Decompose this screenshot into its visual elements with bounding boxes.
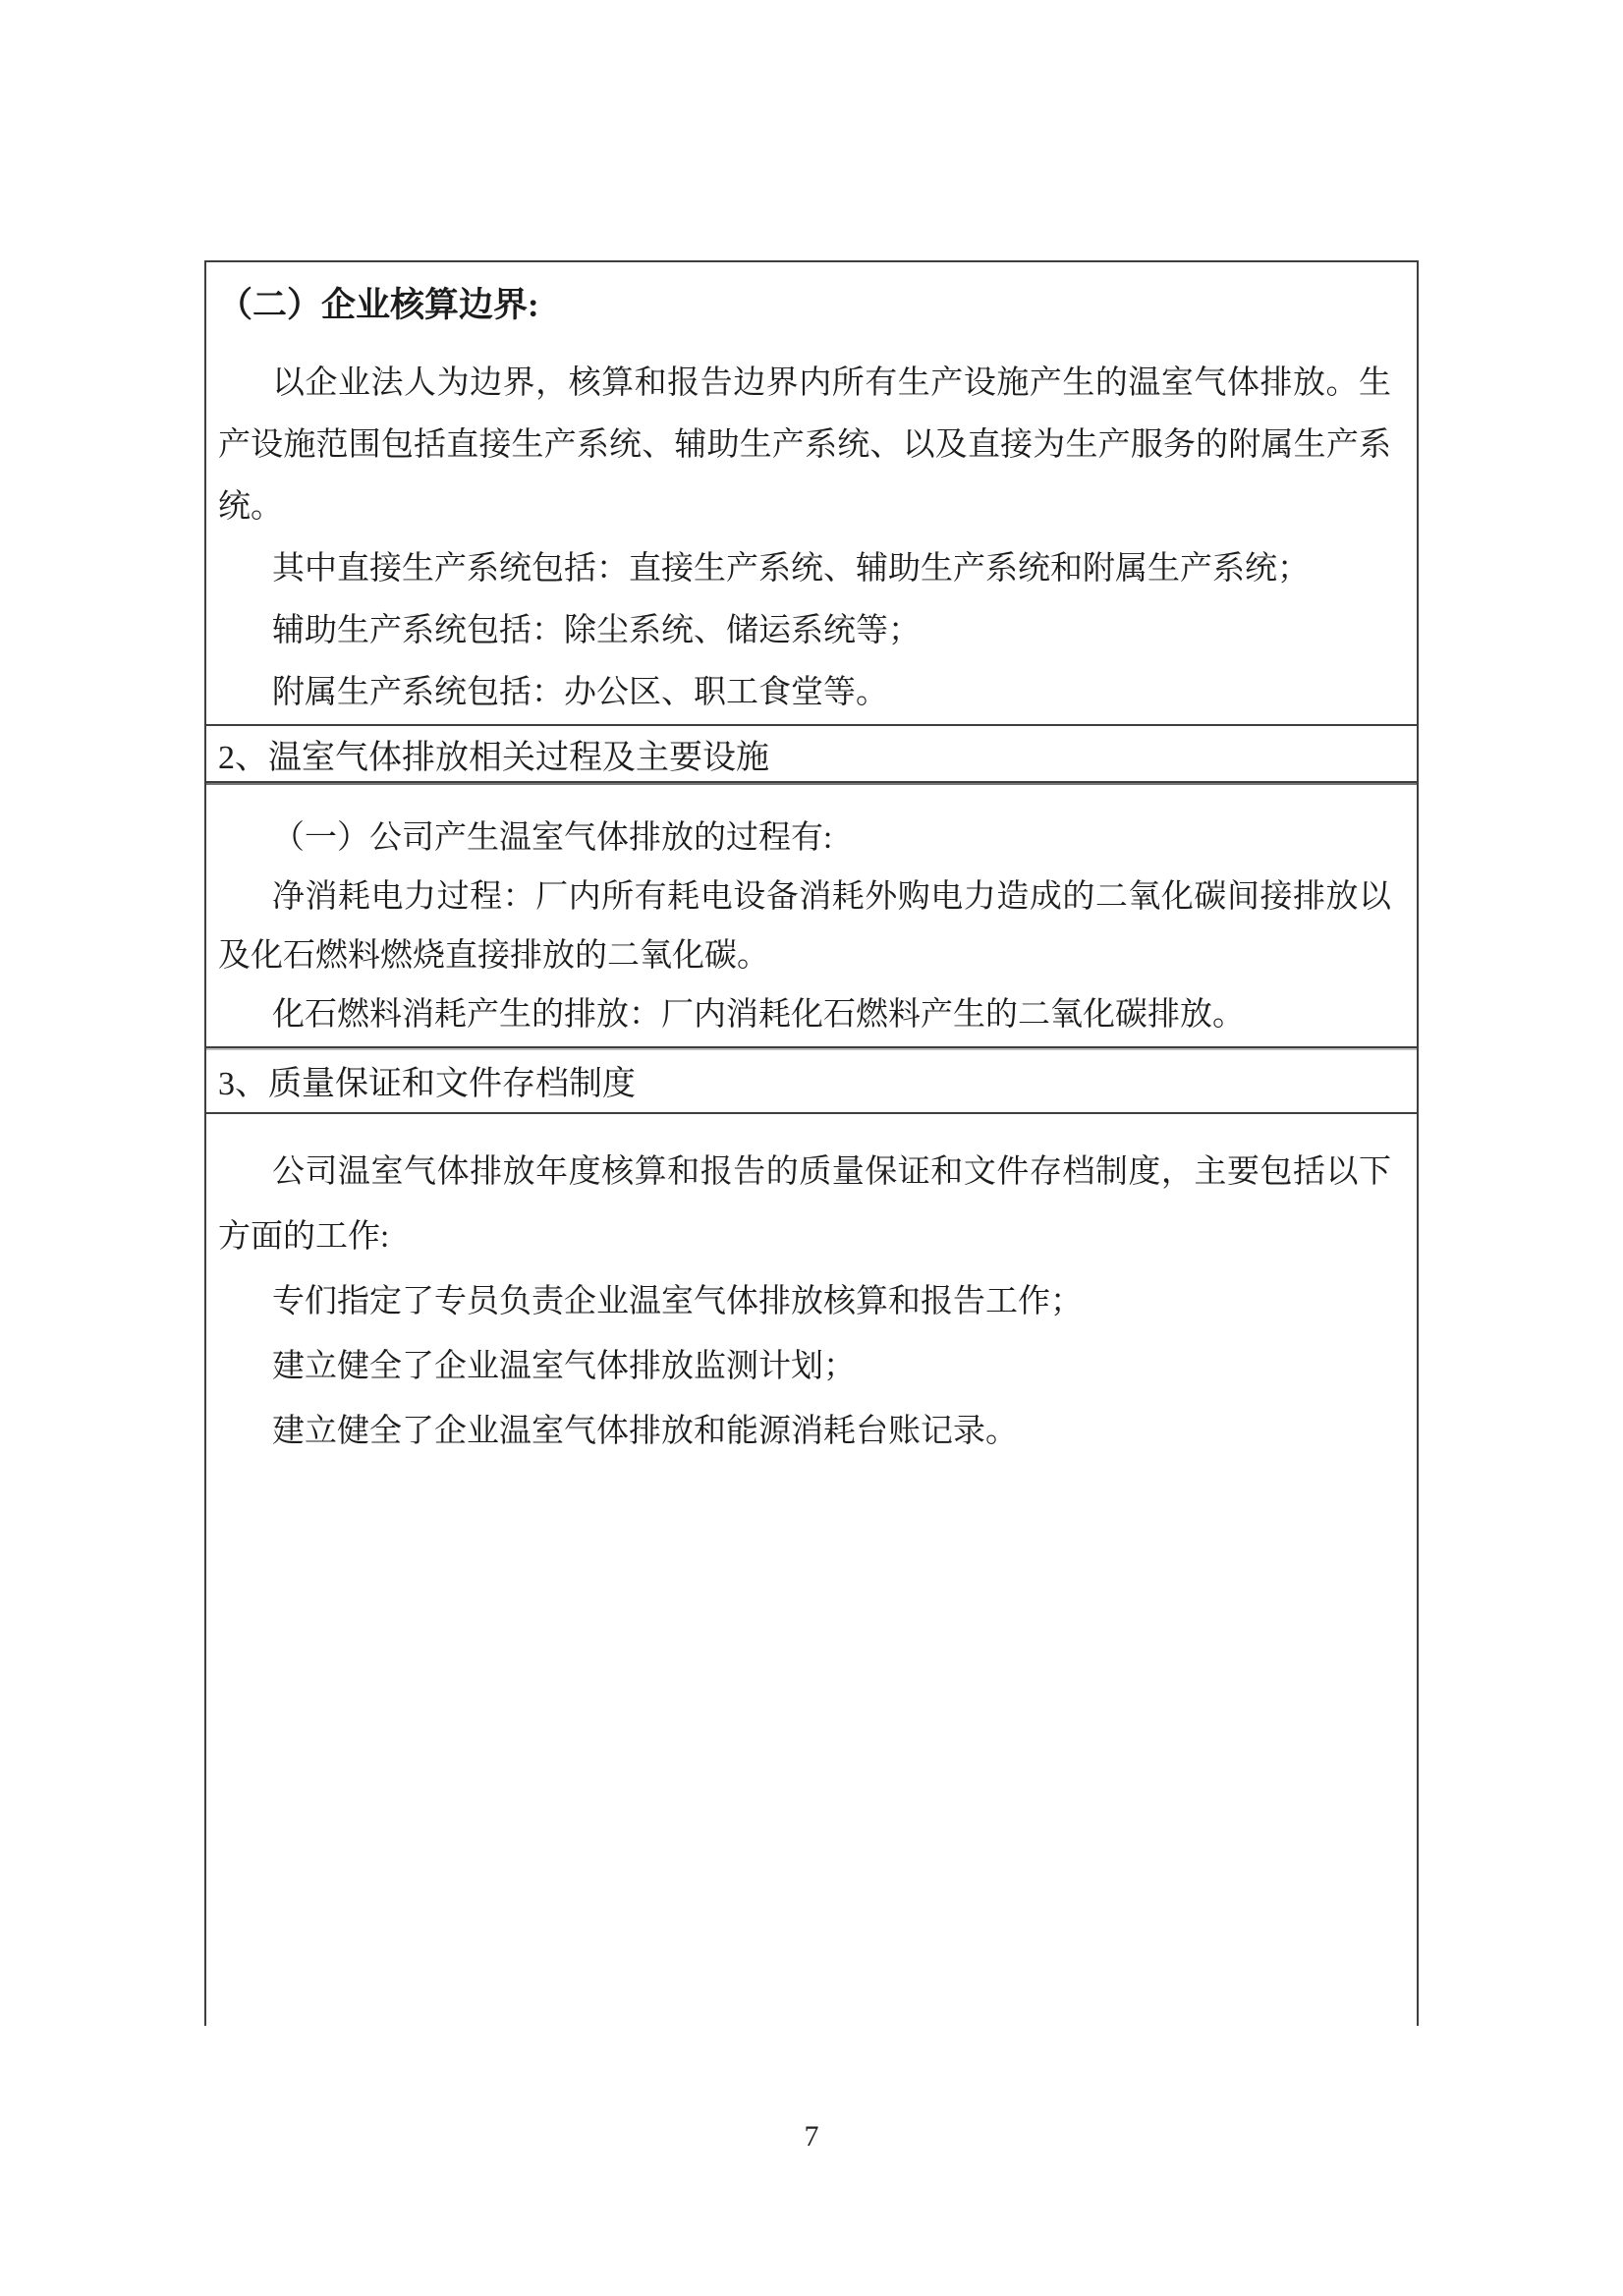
paragraph-boundary-description: 以企业法人为边界，核算和报告边界内所有生产设施产生的温室气体排放。生产设施范围包括直接生产系统、辅助生产系统、以及直接为生产服务的附属生产系统。 bbox=[218, 365, 1391, 525]
paragraph-auxiliary-production-system: 辅助生产系统包括：除尘系统、储运系统等； bbox=[272, 613, 921, 648]
paragraph-qa-ledger-records: 建立健全了企业温室气体排放和能源消耗台账记录。 bbox=[272, 1414, 1018, 1449]
report-table bbox=[204, 260, 1419, 2026]
row-header-emission-processes bbox=[206, 724, 1417, 781]
section-quality-assurance bbox=[206, 1112, 1417, 2026]
section-accounting-boundary bbox=[206, 262, 1417, 724]
paragraph-attached-production-system: 附属生产系统包括：办公区、职工食堂等。 bbox=[272, 675, 888, 710]
paragraph-direct-production-system: 其中直接生产系统包括：直接生产系统、辅助生产系统和附属生产系统； bbox=[272, 551, 1310, 587]
paragraph-fossil-fuel-emission: 化石燃料消耗产生的排放：厂内消耗化石燃料产生的二氧化碳排放。 bbox=[272, 997, 1245, 1033]
paragraph-qa-designated-staff: 专们指定了专员负责企业温室气体排放核算和报告工作； bbox=[272, 1284, 1083, 1319]
section-heading-accounting-boundary: （二）企业核算边界: bbox=[218, 286, 539, 324]
header-emission-processes-label: 2、温室气体排放相关过程及主要设施 bbox=[218, 739, 769, 776]
header-quality-assurance-label: 3、质量保证和文件存档制度 bbox=[218, 1066, 636, 1102]
row-header-quality-assurance bbox=[206, 1046, 1417, 1112]
section-emission-processes bbox=[206, 781, 1417, 1046]
paragraph-qa-monitoring-plan: 建立健全了企业温室气体排放监测计划； bbox=[272, 1349, 856, 1384]
page-number: 7 bbox=[804, 2120, 819, 2153]
paragraph-net-electricity-process: 净消耗电力过程：厂内所有耗电设备消耗外购电力造成的二氧化碳间接排放以及化石燃料燃烧直接排放的二氧化碳。 bbox=[218, 879, 1391, 974]
paragraph-emission-process-intro: （一）公司产生温室气体排放的过程有: bbox=[272, 820, 833, 856]
paragraph-qa-intro: 公司温室气体排放年度核算和报告的质量保证和文件存档制度，主要包括以下方面的工作: bbox=[218, 1154, 1391, 1255]
